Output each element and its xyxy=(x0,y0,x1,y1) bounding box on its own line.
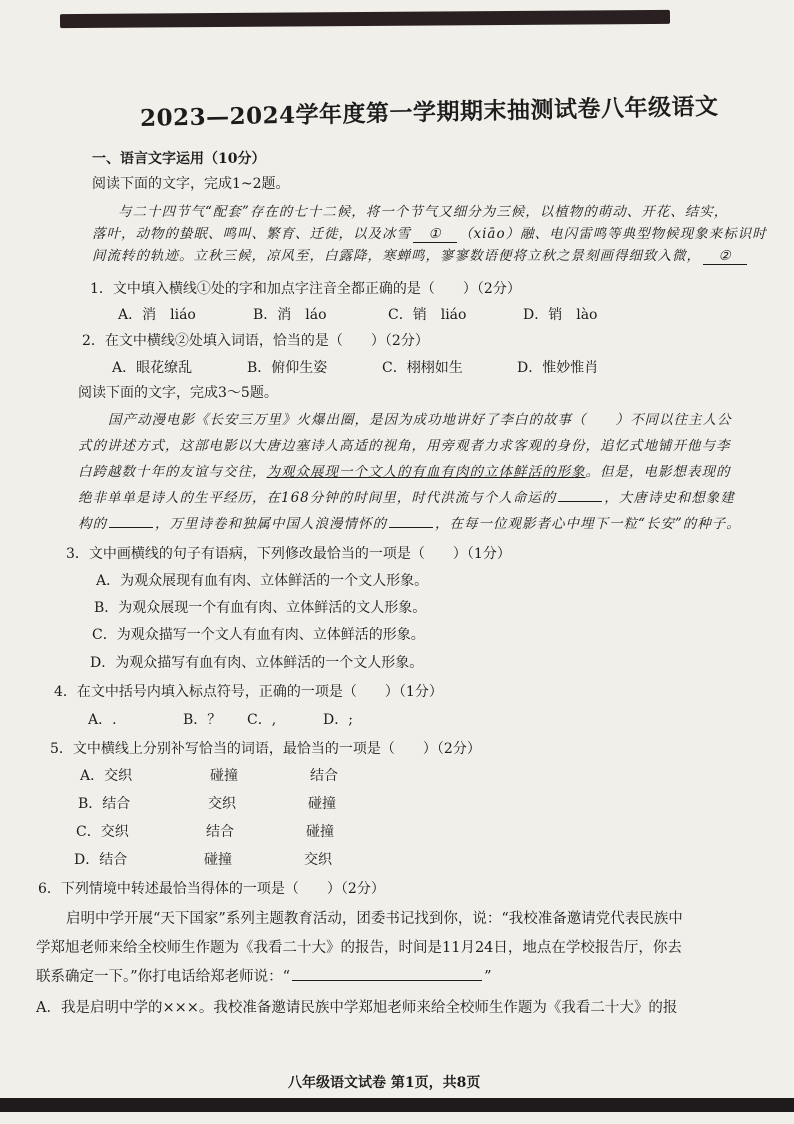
reading-intro-2: 阅读下面的文字，完成3～5题。 xyxy=(78,385,278,401)
page-title: 2023—2024学年度第一学期期末抽测试卷八年级语文 xyxy=(139,92,719,132)
q5-row-d[interactable] xyxy=(74,849,404,869)
q3-stem: 3．文中画横线的句子有语病，下列修改最恰当的一项是（ ）（1分） xyxy=(66,546,511,562)
passage2-line4-text: 绝非单单是诗人的生平经历，在168分钟的时间里，时代洪流与个人命运的 xyxy=(78,490,557,506)
blank-word-3[interactable] xyxy=(389,527,433,528)
q4-option-b[interactable]: B．？ xyxy=(183,712,222,728)
passage2-line4-tail: ，大唐诗史和想象建 xyxy=(604,490,735,506)
q2-stem: 2．在文中横线②处填入词语，恰当的是（ ）（2分） xyxy=(82,333,429,349)
q2-option-b[interactable]: B．俯仰生姿 xyxy=(247,360,328,376)
q5-c-word1: C．交织 xyxy=(76,824,129,840)
q3-option-d[interactable]: D．为观众描写有血有肉、立体鲜活的一个文人形象。 xyxy=(90,655,424,671)
q2-options xyxy=(112,357,652,377)
q5-c-word3: 碰撞 xyxy=(306,824,334,840)
q5-stem: 5．文中横线上分别补写恰当的词语，最恰当的一项是（ ）（2分） xyxy=(50,741,481,757)
q3-option-b[interactable]: B．为观众展现一个有血有肉、立体鲜活的文人形象。 xyxy=(94,600,427,616)
q4-stem: 4．在文中括号内填入标点符号，正确的一项是（ ）（1分） xyxy=(54,684,443,700)
q4-option-c[interactable]: C．, xyxy=(247,712,277,728)
q5-b-word1: B．结合 xyxy=(78,796,131,812)
q5-d-word1: D．结合 xyxy=(74,852,128,868)
q5-row-a[interactable] xyxy=(80,765,410,785)
q5-d-word3: 交织 xyxy=(304,852,332,868)
q6-context-line1: 启明中学开展“天下国家”系列主题教育活动，团委书记找到你，说：“我校准备邀请党代表民族中 xyxy=(66,911,683,927)
q6-context-line3-close: ” xyxy=(484,969,492,985)
passage1-line2 xyxy=(92,222,767,243)
q6-stem: 6．下列情境中转述最恰当得体的一项是（ ）（2分） xyxy=(38,881,385,897)
q6-context-line2: 学郑旭老师来给全校师生作题为《我看二十大》的报告，时间是11月24日，地点在学校报告厅，你去 xyxy=(36,940,682,956)
passage1-line2-text: 落叶，动物的蛰眠、鸣叫、繁育、迁徙，以及冰雪 xyxy=(92,226,411,242)
q3-option-a[interactable]: A．为观众展现有血有肉、立体鲜活的一个文人形象。 xyxy=(96,573,429,589)
q5-row-c[interactable] xyxy=(76,821,406,841)
q1-option-b[interactable]: B．消 láo xyxy=(253,307,327,323)
q2-option-c[interactable]: C．栩栩如生 xyxy=(382,360,463,376)
q6-answer-blank[interactable] xyxy=(292,980,482,981)
passage2-line4 xyxy=(78,486,735,506)
passage2-line5 xyxy=(78,512,741,532)
blank-1[interactable]: ① xyxy=(413,226,457,243)
blank-2[interactable]: ② xyxy=(703,248,747,265)
q4-option-a[interactable]: A．. xyxy=(88,712,117,728)
q5-b-word2: 交织 xyxy=(208,796,236,812)
blank-word-2[interactable] xyxy=(109,527,153,528)
passage1-line1: 与二十四节气“配套”存在的七十二候，将一个节气又细分为三候，以植物的萌动、开花、结实， xyxy=(118,204,729,220)
q4-options xyxy=(88,709,418,729)
underlined-sentence: 为观众展现一个文人的有血有肉的立体鲜活的形象 xyxy=(266,464,586,480)
q2-option-a[interactable]: A．眼花缭乱 xyxy=(112,360,193,376)
q1-options xyxy=(118,304,658,324)
passage2-line5-b: ，万里诗卷和独属中国人浪漫情怀的 xyxy=(155,516,387,532)
q1-option-c[interactable]: C．销 liáo xyxy=(388,307,467,323)
q5-row-b[interactable] xyxy=(78,793,408,813)
q5-a-word1: A．交织 xyxy=(80,768,133,784)
q2-option-d[interactable]: D．惟妙惟肖 xyxy=(517,360,599,376)
q5-a-word2: 碰撞 xyxy=(210,768,238,784)
passage1-line2-tail: （xiāo）融、电闪雷鸣等典型物候现象来标识时 xyxy=(459,226,767,242)
passage1-line3-text: 间流转的轨迹。立秋三候，凉风至，白露降，寒蝉鸣，寥寥数语便将立秋之景刻画得细致入微， xyxy=(92,248,701,264)
q5-a-word3: 结合 xyxy=(310,768,338,784)
q5-b-word3: 碰撞 xyxy=(308,796,336,812)
q6-context-line3 xyxy=(36,965,492,986)
passage2-line3-text: 白跨越数十年的友谊与交往， xyxy=(78,464,267,480)
q6-option-a[interactable]: A．我是启明中学的×××。我校准备邀请民族中学郑旭老师来给全校师生作题为《我看二十大》的报 xyxy=(36,1000,678,1016)
q1-option-a[interactable]: A．消 liáo xyxy=(118,307,196,323)
scan-edge-bottom xyxy=(0,1098,794,1112)
q1-option-d[interactable]: D．销 lào xyxy=(523,307,598,323)
q3-option-c[interactable]: C．为观众描写一个文人有血有肉、立体鲜活的形象。 xyxy=(92,627,425,643)
section-heading: 一、语言文字运用（10分） xyxy=(92,151,266,167)
passage2-line3-tail: 。但是，电影想表现的 xyxy=(585,464,731,480)
page-footer: 八年级语文试卷 第1页，共8页 xyxy=(288,1075,481,1091)
passage2-line2: 式的讲述方式，这部电影以大唐边塞诗人高适的视角，用旁观者力求客观的身份，追忆式地铺开他与李 xyxy=(78,438,731,454)
passage2-line5-c: ，在每一位观影者心中埋下一粒“长安”的种子。 xyxy=(435,516,741,532)
q4-option-d[interactable]: D．; xyxy=(323,712,353,728)
blank-word-1[interactable] xyxy=(558,501,602,502)
passage2-line5-a: 构的 xyxy=(78,516,107,532)
q1-stem: 1．文中填入横线①处的字和加点字注音全都正确的是（ ）（2分） xyxy=(90,281,521,297)
passage2-line3 xyxy=(78,460,731,480)
passage2-line1: 国产动漫电影《长安三万里》火爆出圈，是因为成功地讲好了李白的故事（ ）不同以往主人公 xyxy=(108,412,732,428)
q6-context-line3-text: 联系确定一下。”你打电话给郑老师说：“ xyxy=(36,969,291,985)
passage1-line3 xyxy=(92,244,749,265)
q5-d-word2: 碰撞 xyxy=(204,852,232,868)
q5-c-word2: 结合 xyxy=(206,824,234,840)
reading-intro-1: 阅读下面的文字，完成1~2题。 xyxy=(92,176,290,192)
